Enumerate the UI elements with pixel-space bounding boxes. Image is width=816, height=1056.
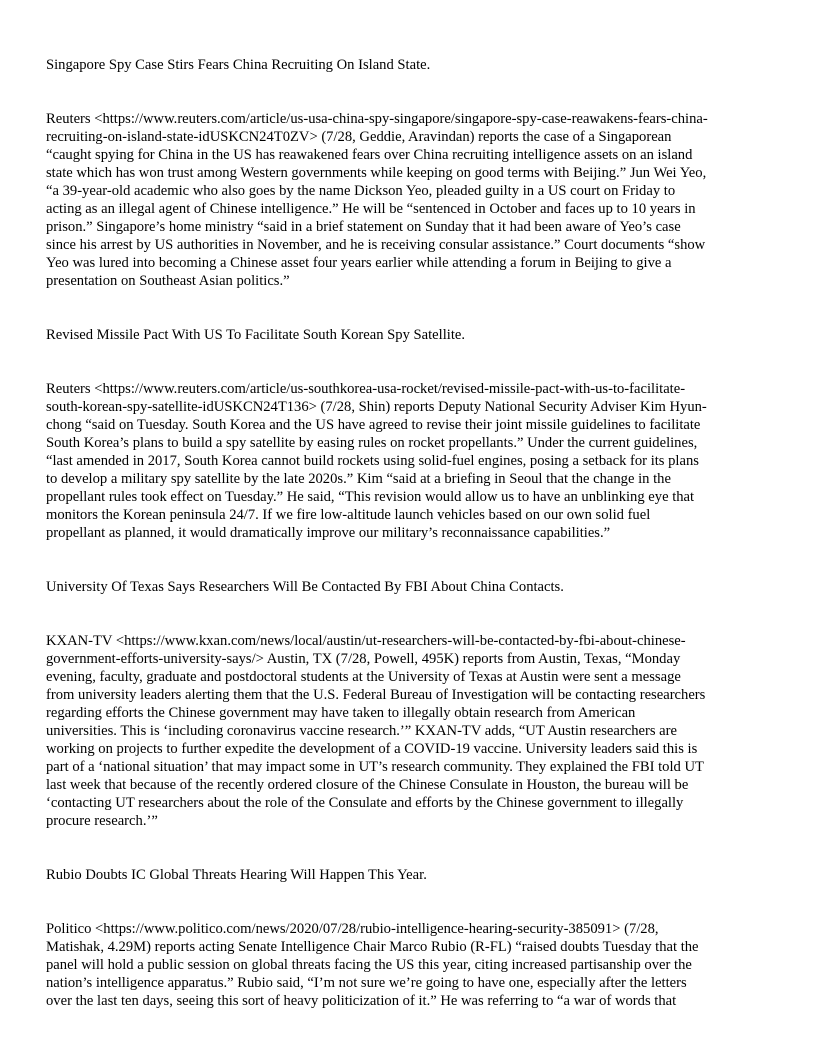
article-1-line: Reuters <https://www.reuters.com/article/us-usa-china-spy-singapore/singapore-spy-case-reawakens-fears-china- [46, 111, 708, 127]
article-4-body [46, 920, 774, 1010]
article-1-line: presentation on Southeast Asian politics.” [46, 273, 290, 289]
article-1-line: state which has won trust among Western governments while keeping on good terms with Beijing.” Jun Wei Yeo, [46, 165, 707, 181]
article-2-line: Reuters <https://www.reuters.com/article/us-southkorea-usa-rocket/revised-missile-pact-with-us-to-facilitate- [46, 381, 686, 397]
article-1-line: “a 39-year-old academic who also goes by the name Dickson Yeo, pleaded guilty in a US court on Friday to [46, 183, 676, 199]
article-3-line: ‘contacting UT researchers about the role of the Consulate and efforts by the Chinese government to illegally [46, 795, 684, 811]
article-3-line: working on projects to further expedite the development of a COVID-19 vaccine. University leaders said this is [46, 741, 698, 757]
article-4-line: panel will hold a public session on global threats facing the US this year, citing increased partisanship over the [46, 957, 692, 973]
article-1-line: prison.” Singapore’s home ministry “said in a brief statement on Sunday that it had been aware of Yeo’s case [46, 219, 681, 235]
article-2-headline: Revised Missile Pact With US To Facilitate South Korean Spy Satellite. [46, 327, 466, 343]
article-1-body [46, 110, 774, 290]
article-1-line: Yeo was lured into becoming a Chinese asset four years earlier while attending a forum in Beijing to give a [46, 255, 672, 271]
article-2-body [46, 380, 774, 542]
article-1-line: recruiting-on-island-state-idUSKCN24T0ZV> (7/28, Geddie, Aravindan) reports the case of a Singaporean [46, 129, 672, 145]
article-1-line: “caught spying for China in the US has reawakened fears over China recruiting intelligence assets on an island [46, 147, 693, 163]
article-3-line: government-efforts-university-says/> Austin, TX (7/28, Powell, 495K) reports from Austin, Texas, “Monday [46, 651, 681, 667]
article-4-line: Matishak, 4.29M) reports acting Senate Intelligence Chair Marco Rubio (R-FL) “raised doubts Tuesday that the [46, 939, 699, 955]
article-2-line: to develop a military spy satellite by the late 2020s.” Kim “said at a briefing in Seoul that the change in the [46, 471, 671, 487]
article-3-line: KXAN-TV <https://www.kxan.com/news/local/austin/ut-researchers-will-be-contacted-by-fbi-about-chinese- [46, 633, 686, 649]
article-2-line: monitors the Korean peninsula 24/7. If we fire low-altitude launch vehicles based on our own solid fuel [46, 507, 651, 523]
article-2-line: “last amended in 2017, South Korea cannot build rockets using solid-fuel engines, posing a setback for its plans [46, 453, 699, 469]
article-3-line: last week that because of the recently ordered closure of the Chinese Consulate in Houston, the bureau will be [46, 777, 689, 793]
article-4-line: Politico <https://www.politico.com/news/2020/07/28/rubio-intelligence-hearing-security-385091> (7/28, [46, 921, 659, 937]
article-3-line: part of a ‘national situation’ that may impact some in UT’s research community. They explained the FBI told UT [46, 759, 704, 775]
article-3-line: universities. This is ‘including coronavirus vaccine research.’” KXAN-TV adds, “UT Austin researchers are [46, 723, 677, 739]
article-3-line: from university leaders alerting them that the U.S. Federal Bureau of Investigation will be contacting researchers [46, 687, 706, 703]
article-2-line: South Korea’s plans to build a spy satellite by easing rules on rocket propellants.” Under the current guidelines, [46, 435, 698, 451]
article-2-line: south-korean-spy-satellite-idUSKCN24T136> (7/28, Shin) reports Deputy National Security Adviser Kim Hyun- [46, 399, 707, 415]
article-2-line: propellant rules took effect on Tuesday.” He said, “This revision would allow us to have an unblinking eye that [46, 489, 695, 505]
article-2-line: propellant as planned, it would dramatically improve our military’s reconnaissance capabilities.” [46, 525, 611, 541]
article-3-headline: University Of Texas Says Researchers Will Be Contacted By FBI About China Contacts. [46, 579, 564, 595]
article-1-line: acting as an illegal agent of Chinese intelligence.” He will be “sentenced in October and faces up to 10 years in [46, 201, 696, 217]
article-2-line: chong “said on Tuesday. South Korea and the US have agreed to revise their joint missile guidelines to facilitate [46, 417, 701, 433]
article-4-line: over the last ten days, seeing this sort of heavy politicization of it.” He was referring to “a war of words that [46, 993, 677, 1009]
article-1-line: since his arrest by US authorities in November, and he is receiving consular assistance.” Court documents “show [46, 237, 706, 253]
article-4-line: nation’s intelligence apparatus.” Rubio said, “I’m not sure we’re going to have one, especially after the letters [46, 975, 687, 991]
article-4-headline: Rubio Doubts IC Global Threats Hearing Will Happen This Year. [46, 867, 427, 883]
article-3-line: evening, faculty, graduate and postdoctoral students at the University of Texas at Austin were sent a message [46, 669, 681, 685]
article-1-headline: Singapore Spy Case Stirs Fears China Recruiting On Island State. [46, 57, 431, 73]
article-3-line: procure research.’” [46, 813, 158, 829]
article-3-line: regarding efforts the Chinese government may have taken to illegally obtain research from American [46, 705, 636, 721]
article-3-body [46, 632, 774, 830]
